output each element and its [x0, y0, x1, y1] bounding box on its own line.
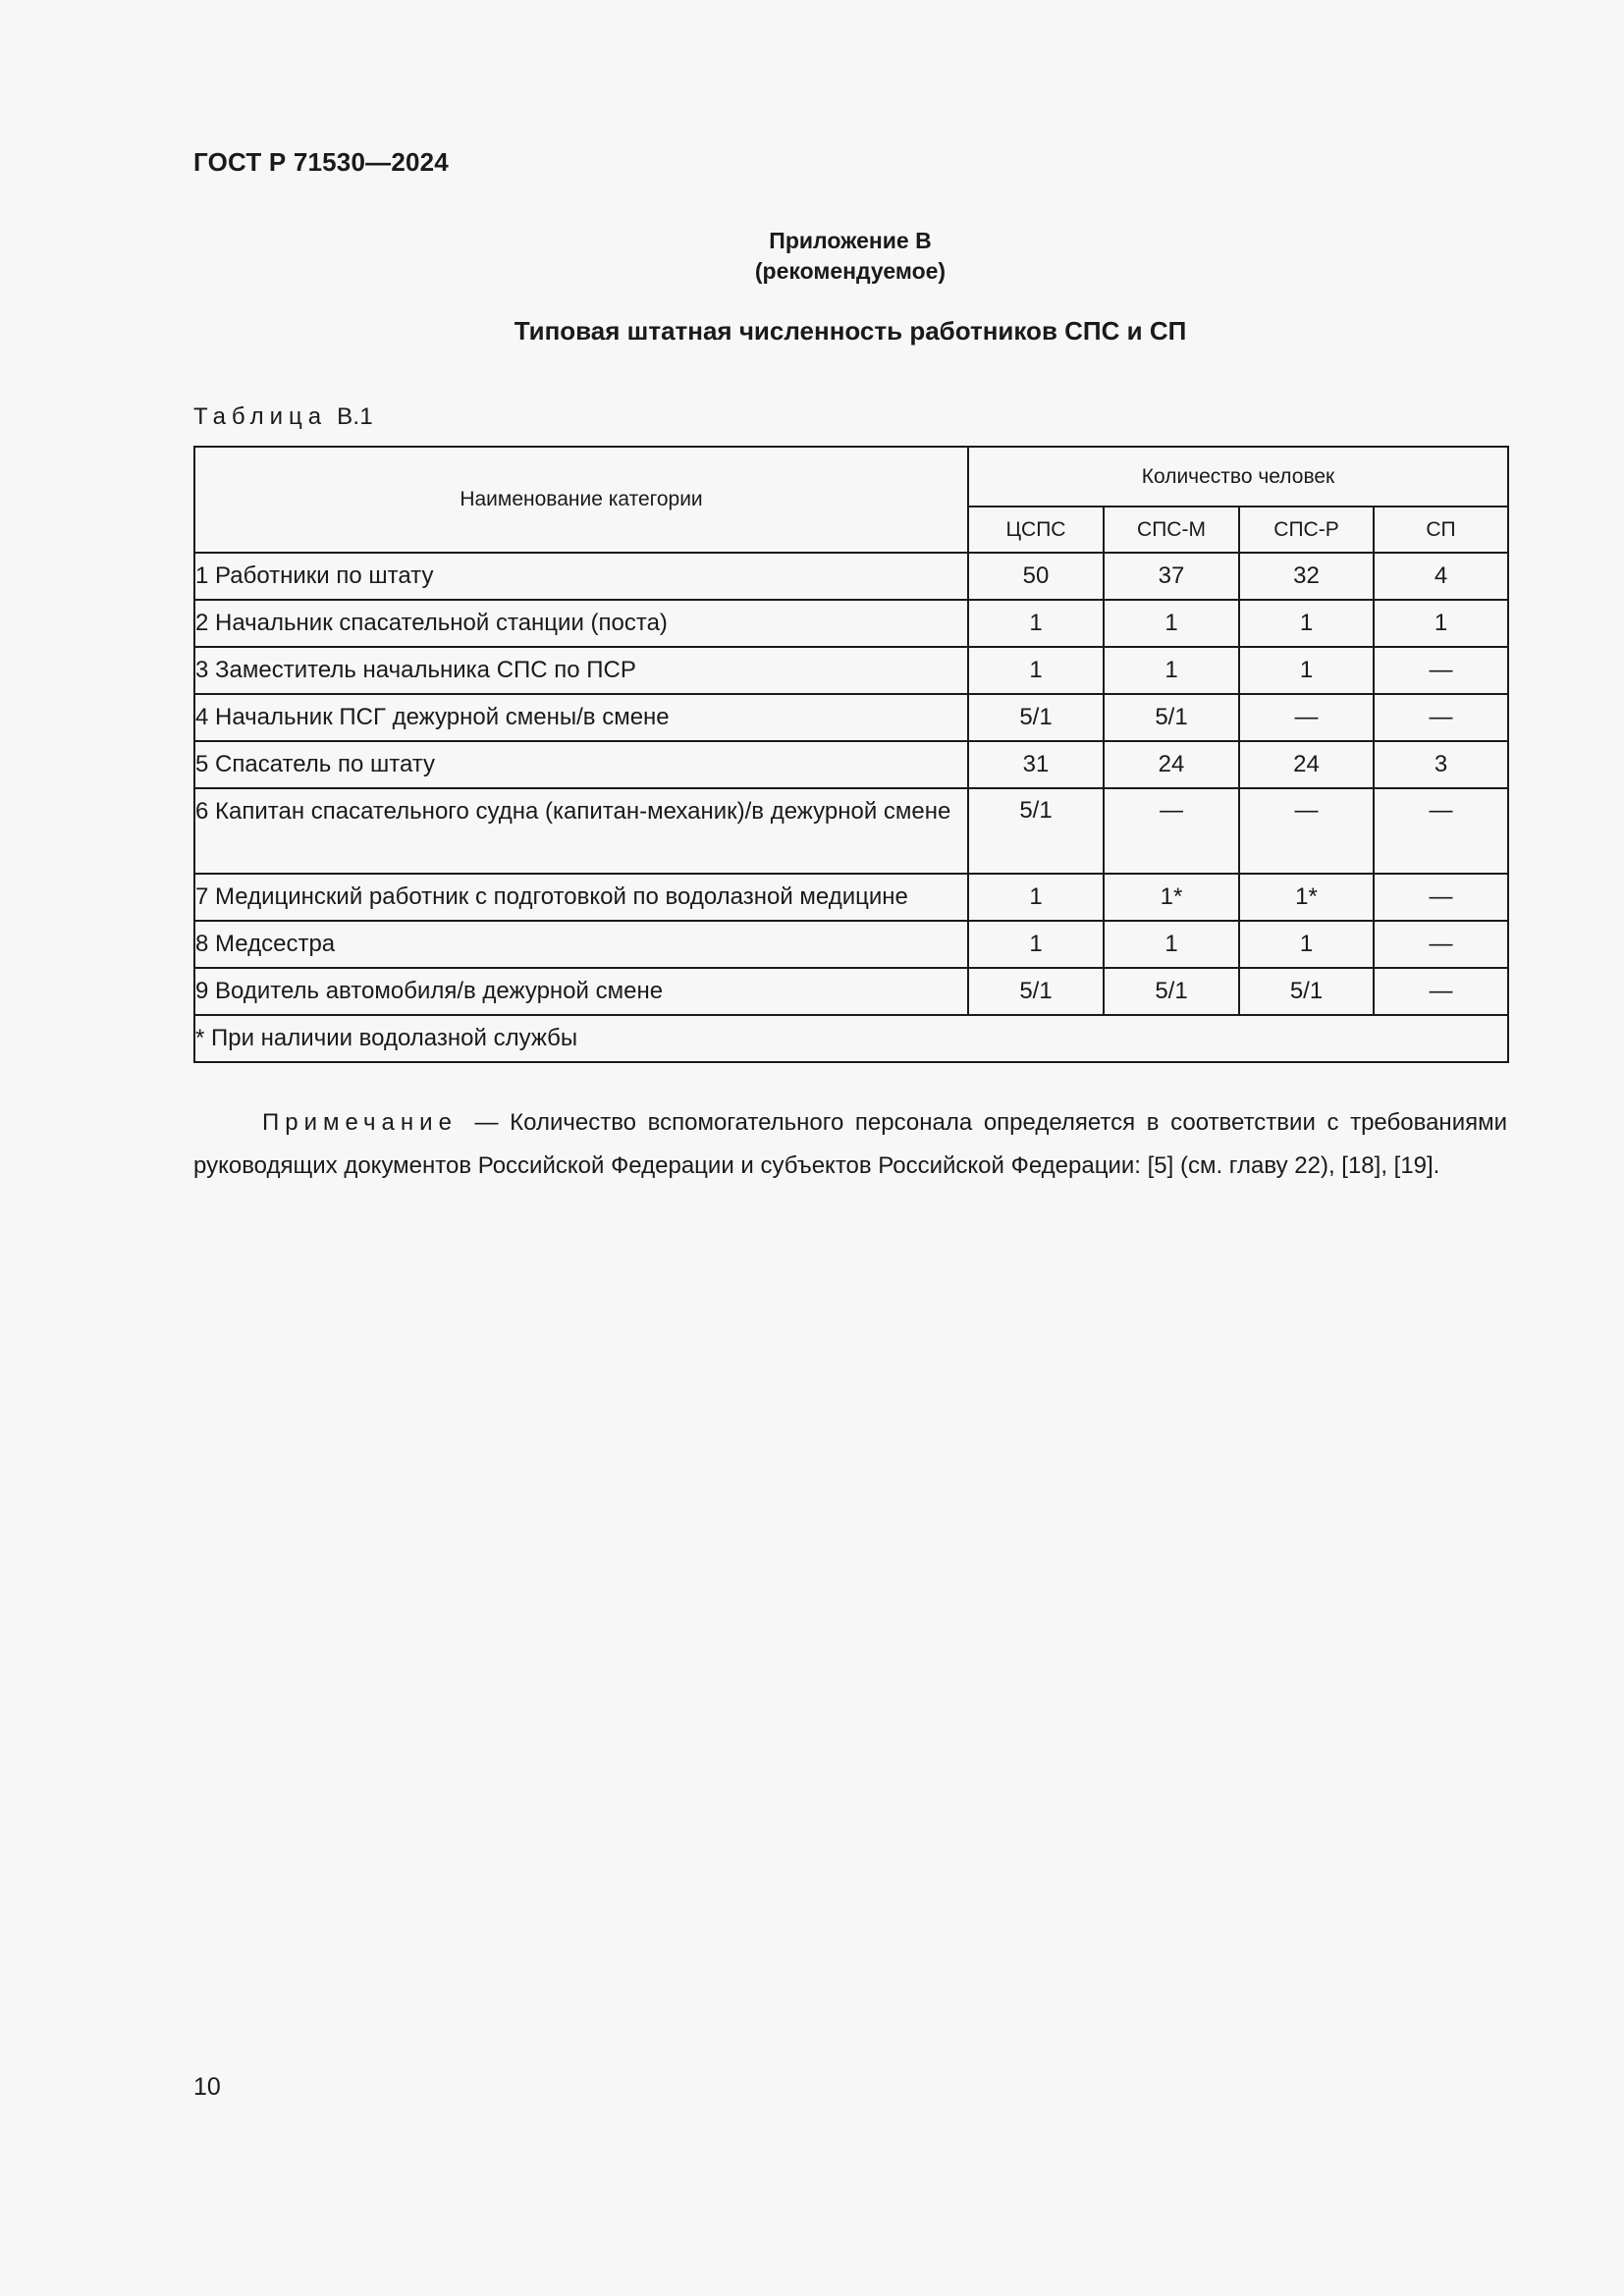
category-name: 7 Медицинский работник с подготовкой по водолазной медицине	[194, 874, 968, 921]
cell-value: 1	[1374, 600, 1508, 647]
table-row	[194, 788, 1508, 874]
cell-value: 37	[1104, 553, 1239, 600]
cell-value: —	[1374, 921, 1508, 968]
table-row	[194, 553, 1508, 600]
table-caption-number: В.1	[337, 403, 374, 430]
table-caption-word: Таблица	[193, 403, 328, 430]
cell-value: 1	[968, 600, 1104, 647]
cell-value: 5/1	[1104, 968, 1239, 1015]
cell-value: 5/1	[968, 968, 1104, 1015]
cell-value: —	[1239, 788, 1374, 874]
note-label: Примечание	[262, 1109, 458, 1136]
cell-value: 1	[1104, 600, 1239, 647]
column-header: СПС-М	[1104, 507, 1239, 553]
category-name: 1 Работники по штату	[194, 553, 968, 600]
cell-value: 50	[968, 553, 1104, 600]
table-footnote: * При наличии водолазной службы	[194, 1015, 1508, 1062]
table-row	[194, 874, 1508, 921]
cell-value: 5/1	[968, 788, 1104, 874]
cell-value: —	[1374, 788, 1508, 874]
cell-value: 1	[1104, 921, 1239, 968]
table-row	[194, 694, 1508, 741]
cell-value: 5/1	[1104, 694, 1239, 741]
table-caption	[193, 403, 373, 431]
page-number: 10	[193, 2073, 221, 2101]
annex-heading	[193, 226, 1507, 287]
document-code: ГОСТ Р 71530—2024	[193, 147, 449, 177]
cell-value: 1*	[1104, 874, 1239, 921]
annex-label: Приложение В	[769, 228, 932, 253]
cell-value: 24	[1104, 741, 1239, 788]
column-header: ЦСПС	[968, 507, 1104, 553]
header-category-name: Наименование категории	[194, 447, 968, 553]
cell-value: —	[1374, 968, 1508, 1015]
cell-value: —	[1374, 647, 1508, 694]
cell-value: 24	[1239, 741, 1374, 788]
header-quantity: Количество человек	[968, 447, 1508, 507]
cell-value: 1	[1104, 647, 1239, 694]
cell-value: 1	[1239, 600, 1374, 647]
category-name: 8 Медсестра	[194, 921, 968, 968]
annex-title: Типовая штатная численность работников СПС и СП	[514, 316, 1187, 346]
cell-value: 5/1	[968, 694, 1104, 741]
cell-value: 4	[1374, 553, 1508, 600]
cell-value: —	[1374, 874, 1508, 921]
staffing-table	[193, 446, 1509, 1063]
table-row	[194, 741, 1508, 788]
annex-status: (рекомендуемое)	[754, 258, 947, 284]
table-row	[194, 600, 1508, 647]
cell-value: 1	[968, 921, 1104, 968]
cell-value: —	[1104, 788, 1239, 874]
cell-value: 1	[968, 647, 1104, 694]
cell-value: 1	[1239, 921, 1374, 968]
cell-value: 32	[1239, 553, 1374, 600]
column-header: СП	[1374, 507, 1508, 553]
cell-value: 1	[1239, 647, 1374, 694]
cell-value: —	[1239, 694, 1374, 741]
cell-value: 1	[968, 874, 1104, 921]
cell-value: 31	[968, 741, 1104, 788]
column-header: СПС-Р	[1239, 507, 1374, 553]
category-name: 2 Начальник спасательной станции (поста)	[194, 600, 968, 647]
note-paragraph	[193, 1101, 1507, 1188]
category-name: 5 Спасатель по штату	[194, 741, 968, 788]
cell-value: —	[1374, 694, 1508, 741]
table-row	[194, 921, 1508, 968]
category-name: 6 Капитан спасательного судна (капитан-механик)/в дежурной смене	[194, 788, 968, 874]
note-text: — Количество вспомогательного персонала определяется в соответствии с требованиями руководящих документов Российской Федерации и субъектов Российской Федерации: [5] (см. главу 22), [18], [19].	[193, 1109, 1507, 1179]
footnote-row	[194, 1015, 1508, 1062]
category-name: 3 Заместитель начальника СПС по ПСР	[194, 647, 968, 694]
cell-value: 1*	[1239, 874, 1374, 921]
cell-value: 5/1	[1239, 968, 1374, 1015]
category-name: 4 Начальник ПСГ дежурной смены/в смене	[194, 694, 968, 741]
cell-value: 3	[1374, 741, 1508, 788]
table-row	[194, 647, 1508, 694]
table-row	[194, 968, 1508, 1015]
category-name: 9 Водитель автомобиля/в дежурной смене	[194, 968, 968, 1015]
